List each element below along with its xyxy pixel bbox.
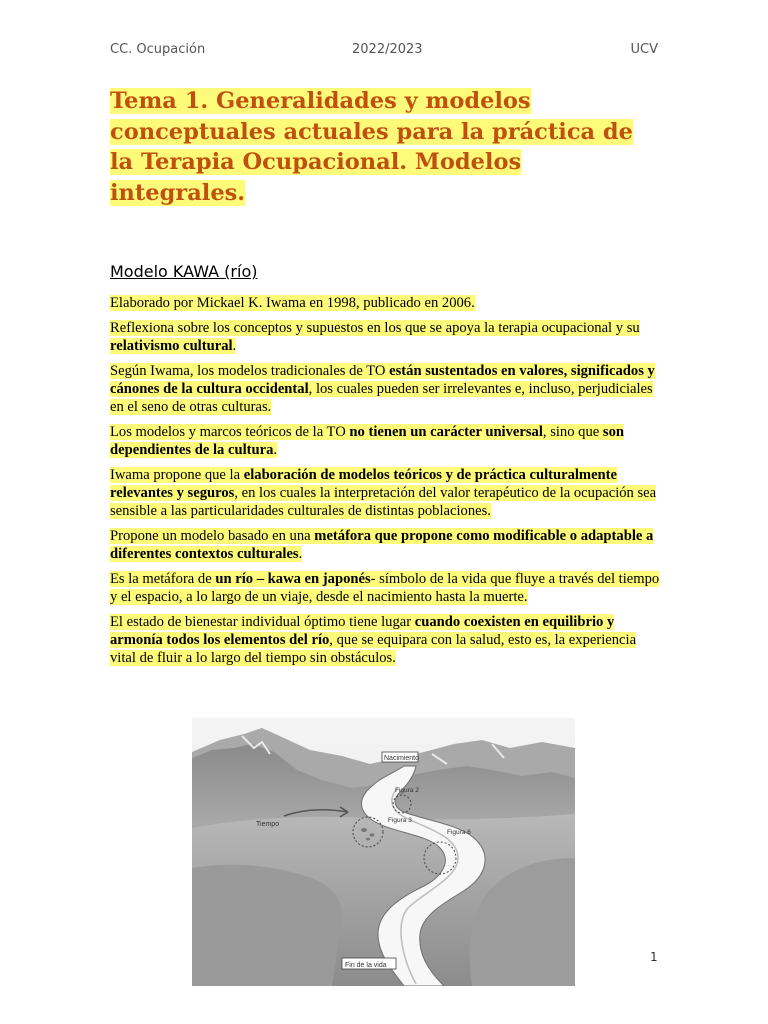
kawa-river-illustration xyxy=(192,718,575,986)
page-title-text: Tema 1. Generalidades y modelos conceptuales actuales para la práctica de la Terapia Ocupacional. Modelos integrales. xyxy=(110,88,633,206)
paragraph-1 xyxy=(110,294,660,312)
p5-text-c: , en los cuales la interpretación del valor terapéutico de la ocupación sea sensible a las particularidades culturales de distintas poblaciones. xyxy=(110,484,657,520)
p2-bold-b: relativismo cultural xyxy=(110,337,233,354)
p5-text-a: Iwama propone que la xyxy=(110,466,244,483)
p4-bold-d: son dependientes de la cultura xyxy=(110,423,624,458)
header-year: 2022/2023 xyxy=(352,42,423,57)
fin-label: Fin de la vida xyxy=(345,962,387,969)
paragraph-5 xyxy=(110,466,660,521)
nacimiento-label: Nacimiento xyxy=(384,755,420,762)
time-label: Tiempo xyxy=(256,821,280,828)
paragraph-4-text xyxy=(110,424,624,458)
paragraph-7-text xyxy=(110,571,659,605)
p8-text-c: , que se equipara con la salud, esto es, la experiencia vital de fluir a lo largo del tiempo sin obstáculos. xyxy=(110,631,637,666)
figure-3-label: Figura 3 xyxy=(388,817,412,824)
p8-bold-b: cuando coexisten en equilibrio y armonía todos los elementos del río xyxy=(110,613,615,648)
p6-text-c: . xyxy=(298,545,303,562)
section-body xyxy=(110,294,660,674)
header-course: CC. Ocupación xyxy=(110,42,206,57)
page-header xyxy=(110,42,658,62)
paragraph-6 xyxy=(110,527,660,563)
figure-6-label: Figura 6 xyxy=(447,829,471,836)
p4-bold-b: no tienen un carácter universal xyxy=(349,423,543,440)
header-university: UCV xyxy=(630,42,658,57)
p7-text-c: - símbolo de la vida que fluye a través del tiempo y el espacio, a lo largo de un viaje, desde el nacimiento hasta la muerte. xyxy=(110,570,660,605)
section-heading: Modelo KAWA (río) xyxy=(110,262,258,281)
p2-text-c: . xyxy=(232,337,237,354)
paragraph-8 xyxy=(110,613,660,668)
page-number: 1 xyxy=(650,950,658,964)
p8-text-a: El estado de bienestar individual óptimo tiene lugar xyxy=(110,613,415,630)
p5-bold-b: elaboración de modelos teóricos y de práctica culturalmente relevantes y seguros xyxy=(110,466,618,501)
paragraph-3 xyxy=(110,362,660,417)
paragraph-4 xyxy=(110,423,660,459)
p4-text-c: , sino que xyxy=(542,423,603,440)
p4-text-a: Los modelos y marcos teóricos de la TO xyxy=(110,423,350,440)
paragraph-6-text xyxy=(110,528,653,562)
p3-text-c: , los cuales pueden ser irrelevantes e, incluso, perjudiciales en el seno de otras culturas. xyxy=(110,380,653,416)
p6-text-a: Propone un modelo basado en una xyxy=(110,527,315,544)
p2-text-a: Reflexiona sobre los conceptos y supuestos en los que se apoya la terapia ocupacional y su xyxy=(110,319,640,336)
p4-text-e: . xyxy=(273,441,278,458)
p3-bold-b: están sustentados en valores, significados y cánones de la cultura occidental xyxy=(110,362,655,397)
paragraph-3-text xyxy=(110,363,655,415)
paragraph-5-text xyxy=(110,467,656,519)
paragraph-2-text xyxy=(110,320,640,354)
paragraph-2 xyxy=(110,319,660,355)
paragraph-7 xyxy=(110,570,660,606)
page-title xyxy=(110,86,658,208)
paragraph-8-text xyxy=(110,614,636,666)
paragraph-1-text: Elaborado por Mickael K. Iwama en 1998, publicado en 2006. xyxy=(110,295,475,311)
p3-text-a: Según Iwama, los modelos tradicionales de TO xyxy=(110,362,390,379)
p7-text-a: Es la metáfora de xyxy=(110,570,216,587)
p7-bold-b: un río – kawa en japonés xyxy=(215,570,371,587)
figure-2-label: Figura 2 xyxy=(395,787,419,794)
p6-bold-b: metáfora que propone como modificable o adaptable a diferentes contextos culturales xyxy=(110,527,654,562)
hills-left xyxy=(192,865,342,986)
